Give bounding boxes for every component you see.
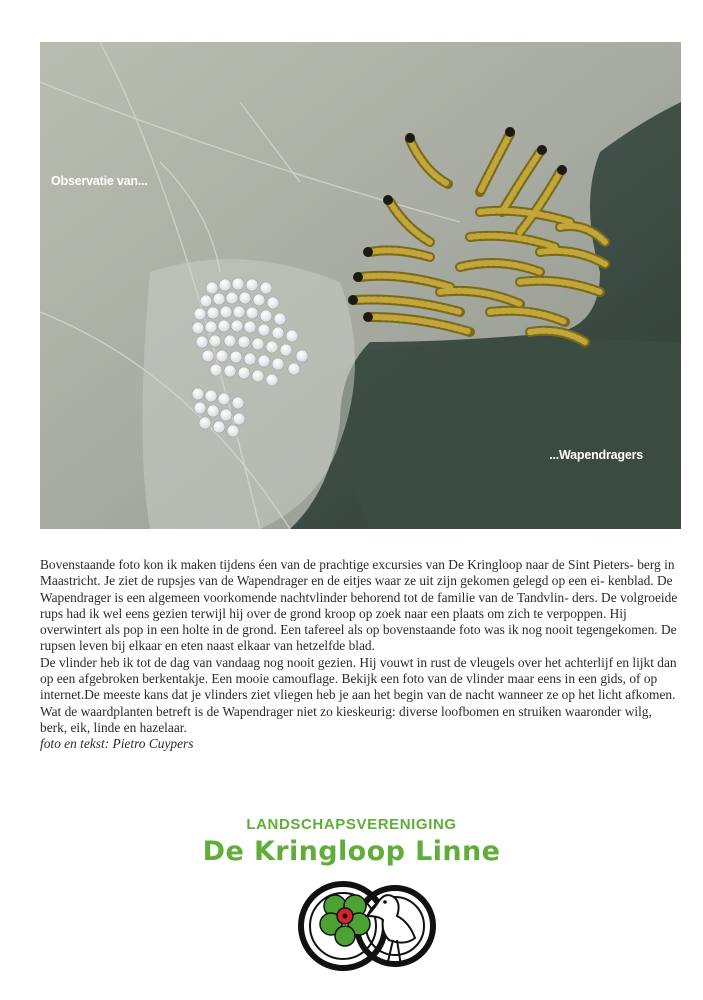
article-text (40, 557, 680, 753)
caterpillar-photo (40, 42, 681, 529)
kringloop-logo-icon (297, 876, 437, 976)
article-paragraph-2: De vlinder heb ik tot de dag van vandaag nog nooit gezien. Hij vouwt in rust de vleugels over het achterlijf en lijkt dan op een afgebroken berkentakje. Een mooie camouflage. Bekijk een foto van de vlinder maar eens in een gids, of op internet.De meeste kans dat je vlinders ziet vliegen heb je aan het begin van de nacht wanneer ze op het licht afkomen. (40, 654, 677, 703)
organization-name: De Kringloop Linne (202, 836, 501, 867)
photo-caption-left: Observatie van... (51, 174, 148, 188)
photo-caption-right: ...Wapendragers (549, 448, 643, 462)
article-paragraph-3: Wat de waardplanten betreft is de Wapendrager niet zo kieskeurig: diverse loofbomen en struiken waaronder wilg, berk, eik, linde en hazelaar. (40, 703, 652, 735)
organization-type: LANDSCHAPSVERENIGING (246, 816, 457, 833)
photo-credit: foto en tekst: Pietro Cuypers (40, 736, 194, 752)
article-paragraph-1: Bovenstaande foto kon ik maken tijdens éen van de prachtige excursies van De Kringloop naar de Sint Pieters- berg in Maastricht. Je ziet de rupsjes van de Wapendrager en de eitjes waar ze uit zijn gekomen gelegd op een ei- kenblad. De Wapendrager is een algemeen voorkomende nachtvlinder behorend tot de familie van de Tandvlin- ders. De volgroeide rups had ik wel eens gezien terwijl hij over de grond kroop op zoek naar een plaats om zich te verpoppen. Hij overwintert als pop in een holte in de grond. Een tafereel als op bovenstaande foto was ik nog nooit tegengekomen. De rupsen leven bij elkaar en eten naast elkaar van hetzelfde blad. (40, 557, 678, 654)
